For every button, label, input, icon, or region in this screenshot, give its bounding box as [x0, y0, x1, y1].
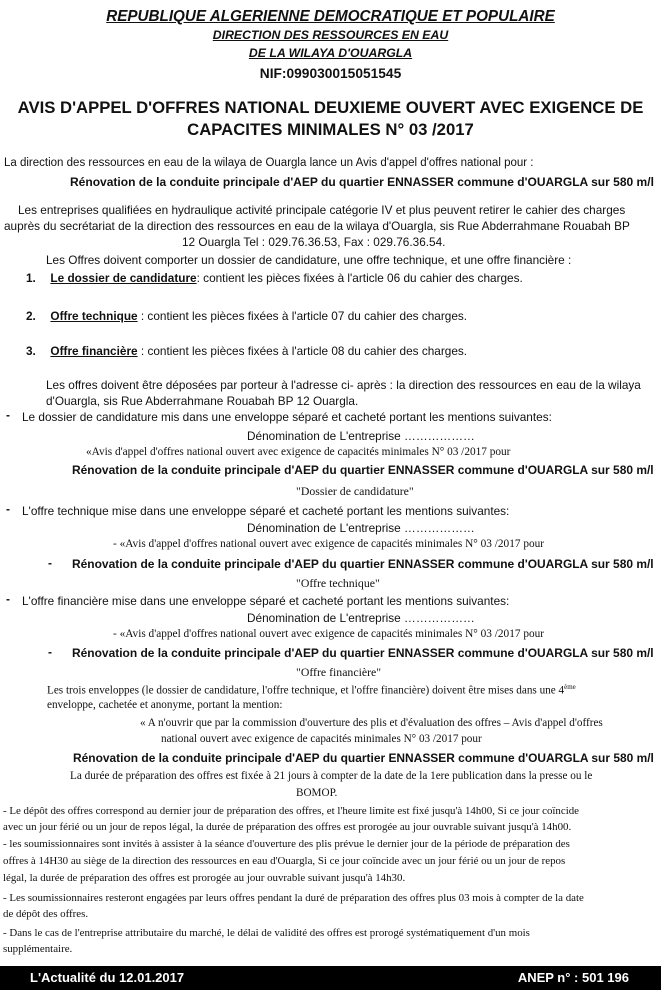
condition-line: - Le dépôt des offres correspond au dernier jour de préparation des offres, et l'heure limite est fixé jusqu'à 14h00, Si ce jour coïncide [3, 805, 579, 817]
condition-line: - Les soumissionnaires resteront engagées par leurs offres pendant la duré de préparation des offres plus 03 mois à compter de la date [3, 892, 584, 904]
bullet: - [6, 502, 10, 516]
envelope-denomination: Dénomination de L'entreprise ……………… [247, 429, 475, 443]
condition-line: supplémentaire. [3, 943, 73, 955]
envelope-denomination: Dénomination de L'entreprise ……………… [247, 521, 475, 535]
envelope-avis: - «Avis d'appel d'offres national ouvert avec exigence de capacités minimales N° 03 /2017 pour [113, 628, 545, 640]
deposit-line1: Les offres doivent être déposées par porteur à l'adresse ci- après : la direction des ressources en eau de la wilaya [46, 378, 641, 392]
envelope-denomination: Dénomination de L'entreprise ……………… [247, 611, 475, 625]
condition-line: - Dans le cas de l'entreprise attributaire du marché, le délai de validité des offres est prorogé systématiquement d'un mois [3, 927, 530, 939]
envelope-project: Rénovation de la conduite principale d'AEP du quartier ENNASSER commune d'OUARGLA sur 580 m/l [72, 463, 654, 477]
intro-project: Rénovation de la conduite principale d'AEP du quartier ENNASSER commune d'OUARGLA sur 580 m/l [70, 175, 654, 189]
bullet: - [6, 592, 10, 606]
list-item [26, 271, 523, 285]
condition-line: légal, la durée de préparation des offres est prorogée au jour ouvrable suivant jusqu'à 14h30. [3, 872, 406, 884]
eligibility-line4: Les Offres doivent comporter un dossier de candidature, une offre technique, et une offre financière : [46, 253, 572, 267]
final-line1-text: Les trois enveloppes (le dossier de candidature, l'offre technique, et l'offre financière) doivent être mises dans une 4 [47, 684, 565, 697]
notice-title-line2: CAPACITES MINIMALES N° 03 /2017 [187, 120, 474, 139]
final-line2: enveloppe, cachetée et anonyme, portant la mention: [47, 699, 283, 711]
item-title: Le dossier de candidature [50, 271, 197, 285]
envelope-project: Rénovation de la conduite principale d'AEP du quartier ENNASSER commune d'OUARGLA sur 580 m/l [72, 557, 654, 571]
footer-bar [0, 966, 661, 990]
item-text: : contient les pièces fixées à l'article 07 du cahier des charges. [137, 309, 468, 323]
envelope-label: "Offre financière" [296, 665, 382, 679]
item-text: : contient les pièces fixées à l'article 08 du cahier des charges. [137, 344, 468, 358]
eligibility-line3: 12 Ouargla Tel : 029.76.36.53, Fax : 029.76.36.54. [182, 235, 446, 249]
item-number: 1. [26, 271, 36, 285]
bullet: - [48, 645, 52, 659]
condition-line: - les soumissionnaires sont invités à assister à la séance d'ouverture des plis prévue le dernier jour de la période de préparation des [3, 838, 570, 850]
item-title: Offre technique [50, 309, 138, 323]
list-item [26, 309, 467, 323]
condition-line: offres à 14H30 au siège de la direction des ressources en eau d'Ouargla, Si ce jour coïncide avec un jour férié ou un jour de repos [3, 855, 566, 867]
final-project: Rénovation de la conduite principale d'AEP du quartier ENNASSER commune d'OUARGLA sur 580 m/l [73, 751, 654, 765]
condition-line: avec un jour férié ou un jour de repos légal, la durée de préparation des offres est prorogée au jour ouvrable suivant jusqu'à 14h00. [3, 821, 572, 833]
publication-date: L'Actualité du 12.01.2017 [30, 970, 185, 985]
eligibility-line2: auprès du secrétariat de la direction des ressources en eau de la wilaya d'Ouargla, sis Rue Abderrahmane Rouabah BP [4, 219, 630, 233]
condition-line: de dépôt des offres. [3, 908, 89, 920]
duration-line1: La durée de préparation des offres est fixée à 21 jours à compter de la date de la 1ere publication dans la presse ou le [70, 770, 593, 782]
republic-heading: REPUBLIQUE ALGERIENNE DEMOCRATIQUE ET POPULAIRE [106, 8, 555, 25]
item-text: : contient les pièces fixées à l'article 06 du cahier des charges. [196, 271, 523, 285]
nif-number: NIF:099030015051545 [259, 66, 402, 81]
envelope-label: "Dossier de candidature" [296, 484, 414, 498]
envelope-avis: - «Avis d'appel d'offres national ouvert avec exigence de capacités minimales N° 03 /2017 pour [113, 538, 545, 550]
bullet: - [48, 556, 52, 570]
final-line3: « A n'ouvrir que par la commission d'ouverture des plis et d'évaluation des offres – Avis d'appel d'offres [140, 717, 603, 729]
list-item [26, 344, 467, 358]
duration-line2: BOMOP. [296, 787, 338, 799]
bullet: - [6, 408, 10, 422]
deposit-line2: d'Ouargla, sis Rue Abderrahmane Rouabah BP 12 Ouargla. [46, 394, 359, 408]
final-line4: national ouvert avec exigence de capacités minimales N° 03 /2017 pour [161, 733, 482, 745]
final-line1 [47, 683, 576, 697]
item-number: 3. [26, 344, 36, 358]
anep-number: ANEP n° : 501 196 [517, 970, 629, 985]
wilaya-heading: DE LA WILAYA D'OUARGLA [248, 46, 413, 60]
item-number: 2. [26, 309, 36, 323]
envelope-avis: «Avis d'appel d'offres national ouvert avec exigence de capacités minimales N° 03 /2017 pour [86, 446, 511, 458]
intro-text: La direction des ressources en eau de la wilaya de Ouargla lance un Avis d'appel d'offres national pour : [4, 157, 534, 169]
direction-heading: DIRECTION DES RESSOURCES EN EAU [212, 28, 449, 42]
envelope-intro: L'offre technique mise dans une enveloppe séparé et cacheté portant les mentions suivantes: [22, 504, 510, 518]
eligibility-line1: Les entreprises qualifiées en hydraulique activité principale catégorie IV et plus peuvent retirer le cahier des charges [18, 203, 626, 217]
envelope-project: Rénovation de la conduite principale d'AEP du quartier ENNASSER commune d'OUARGLA sur 580 m/l [72, 646, 654, 660]
envelope-label: "Offre technique" [296, 576, 380, 590]
superscript: ème [564, 683, 576, 691]
notice-title-line1: AVIS D'APPEL D'OFFRES NATIONAL DEUXIEME OUVERT AVEC EXIGENCE DE [17, 98, 644, 117]
item-title: Offre financière [50, 344, 138, 358]
envelope-intro: L'offre financière mise dans une enveloppe séparé et cacheté portant les mentions suivantes: [22, 594, 510, 608]
envelope-intro: Le dossier de candidature mis dans une enveloppe séparé et cacheté portant les mentions suivantes: [22, 410, 552, 424]
